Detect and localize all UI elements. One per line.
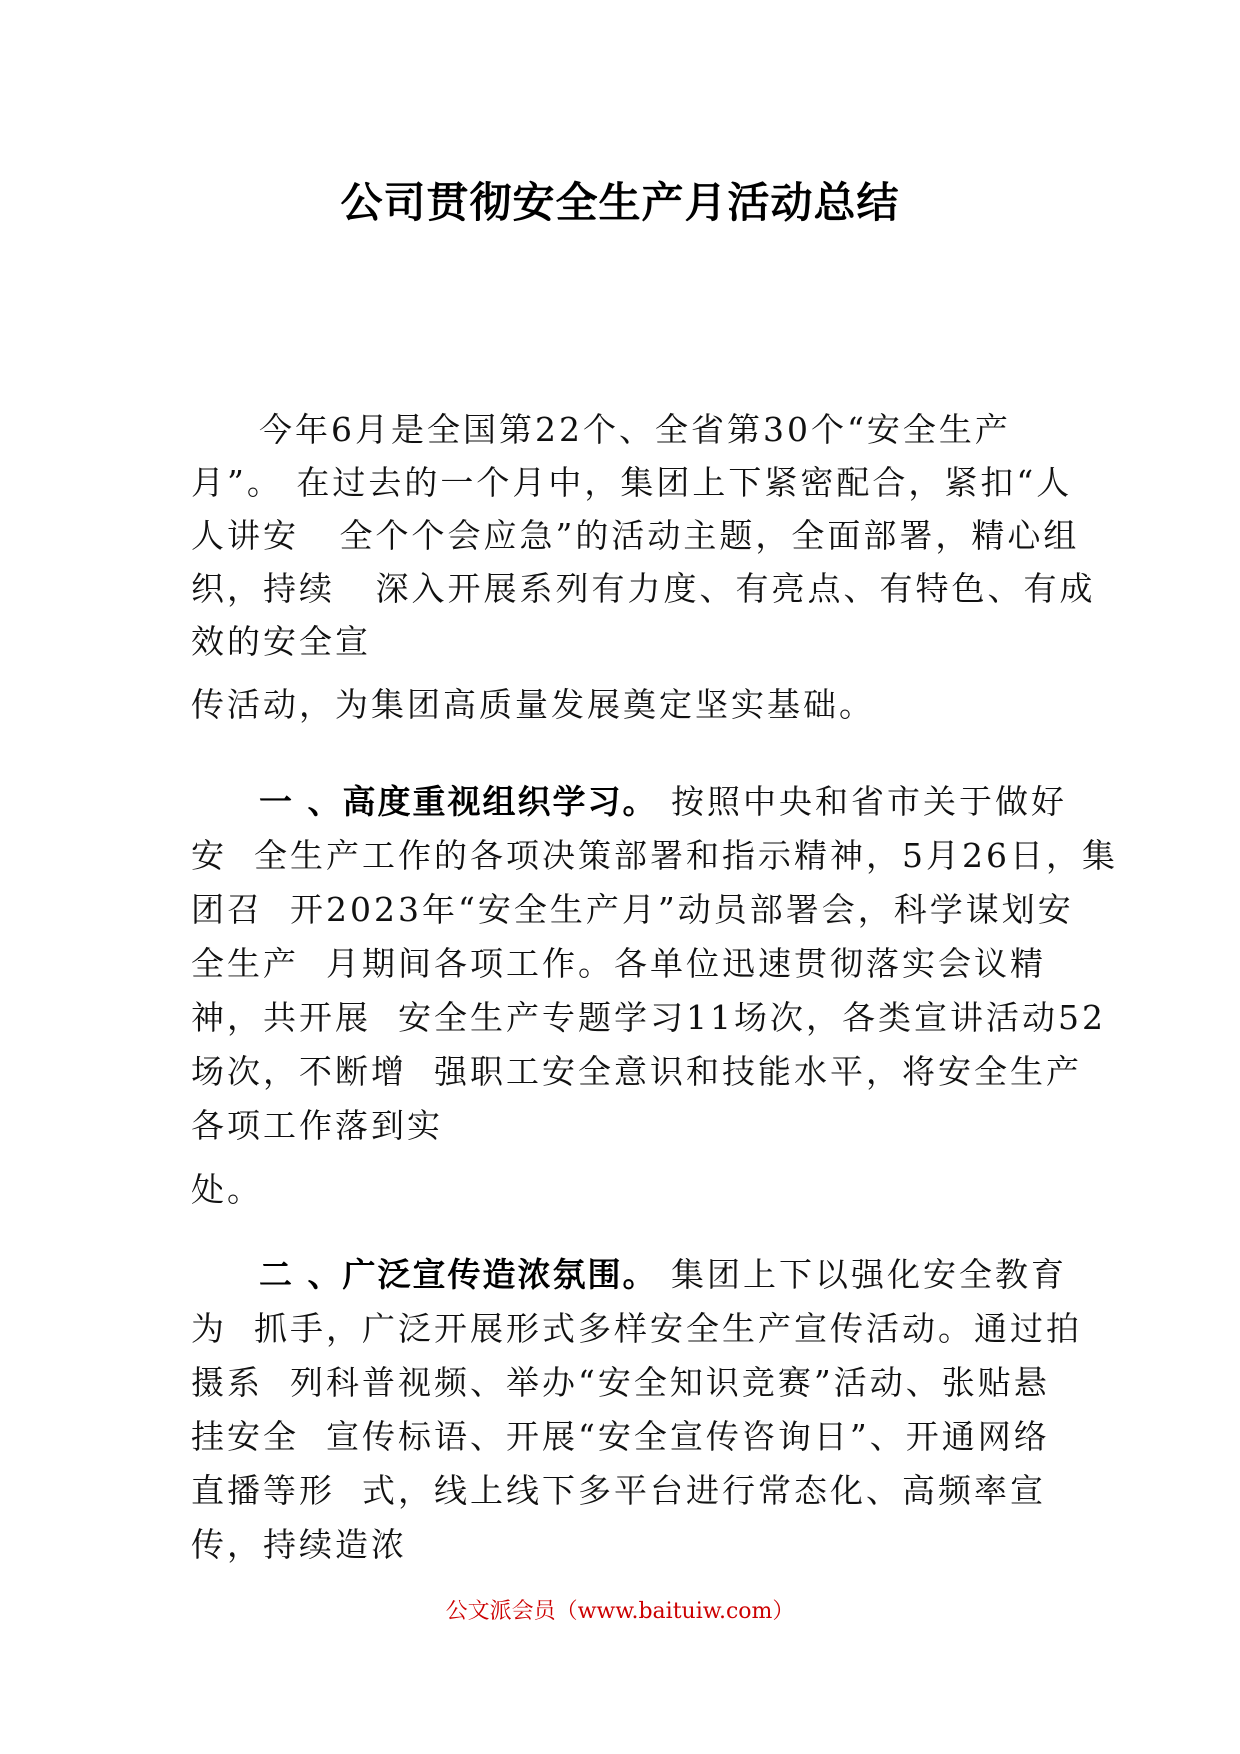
section1-first-line (259, 782, 1067, 822)
intro-line-6: 传活动，为集团高质量发展奠定坚实基础。 (191, 685, 875, 724)
section2-heading: 二 、广泛宣传造浓氛围。 (259, 1255, 658, 1294)
section1-heading: 一 、高度重视组织学习。 (259, 782, 658, 821)
section1-first-line-text: 按照中央和省市关于做好 (657, 782, 1067, 821)
intro-line-5: 效的安全宣 (191, 622, 371, 661)
section1-line-7: 各项工作落到实 (191, 1106, 443, 1145)
section2-line-6: 传，持续造浓 (191, 1525, 407, 1564)
section1-line-6: 场次，不断增 强职工安全意识和技能水平，将安全生产 (191, 1052, 1082, 1091)
section2-first-line (259, 1255, 1067, 1295)
section1-line-2: 安 全生产工作的各项决策部署和指示精神，5月26日，集 (191, 836, 1118, 875)
section1-line-5: 神，共开展 安全生产专题学习11场次，各类宣讲活动52 (191, 998, 1106, 1037)
section1-line-4: 全生产 月期间各项工作。各单位迅速贯彻落实会议精 (191, 944, 1046, 983)
intro-line-1: 今年6月是全国第22个、全省第30个“安全生产 (259, 410, 1011, 449)
section1-line-3: 团召 开2023年“安全生产月”动员部署会，科学谋划安 (191, 890, 1074, 929)
section2-line-5: 直播等形 式，线上线下多平台进行常态化、高频率宣 (191, 1471, 1046, 1510)
intro-line-4: 织，持续 深入开展系列有力度、有亮点、有特色、有成 (191, 569, 1096, 608)
intro-line-3: 人讲安 全个个会应急”的活动主题，全面部署，精心组 (191, 516, 1080, 555)
section2-line-3: 摄系 列科普视频、举办“安全知识竞赛”活动、张贴悬 (191, 1363, 1050, 1402)
section1-line-8: 处。 (191, 1170, 263, 1209)
section2-line-4: 挂安全 宣传标语、开展“安全宣传咨询日”、开通网络 (191, 1417, 1050, 1456)
footer-membership-note: 公文派会员（www.baituiw.com） (445, 1599, 795, 1624)
document-title: 公司贯彻安全生产月活动总结 (340, 178, 900, 227)
section2-line-2: 为 抓手，广泛开展形式多样安全生产宣传活动。通过拍 (191, 1309, 1082, 1348)
section2-first-line-text: 集团上下以强化安全教育 (657, 1255, 1067, 1294)
intro-line-2: 月”。 在过去的一个月中，集团上下紧密配合，紧扣“人 (191, 463, 1073, 502)
